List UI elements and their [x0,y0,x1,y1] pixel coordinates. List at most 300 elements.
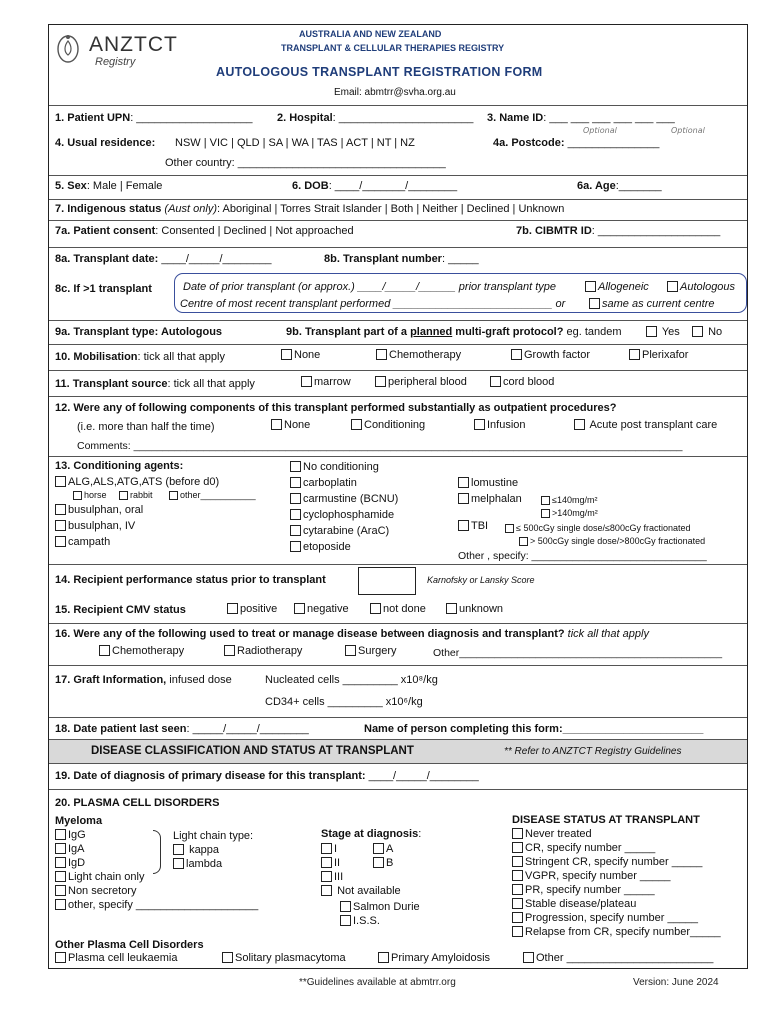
optional-note-2: Optional [671,126,705,135]
tbi-high-checkbox[interactable] [519,537,528,546]
performance-score-box[interactable] [358,567,416,595]
tbi-low-checkbox[interactable] [505,524,514,533]
melphalan-low-label: ≤140mg/m² [552,495,598,505]
myeloma-igg-checkbox[interactable] [55,829,66,840]
agent-none-label: No conditioning [303,461,379,473]
pretreat-surgery [345,645,397,657]
myeloma-light [55,871,144,883]
registration-form [48,24,748,969]
pretreat-chemo-checkbox[interactable] [99,645,110,656]
pcd-other-checkbox[interactable] [523,952,534,963]
agent-carmustine-label: carmustine (BCNU) [303,493,399,505]
myeloma-other [55,899,258,911]
stage-iii-checkbox[interactable] [321,871,332,882]
mobilisation-growth [511,349,590,361]
agent-busulphan-iv [55,520,135,532]
q5-label: 5. Sex [55,180,87,192]
section-last-seen [49,717,747,739]
yes-checkbox[interactable] [646,326,657,337]
agent-rabbit [119,490,153,500]
outpatient-conditioning-label: Conditioning [364,419,426,431]
q18b-completer[interactable]: Name of person completing this form:_______________________ [364,723,704,735]
agent-other-checkbox[interactable] [169,491,178,500]
status-progression-checkbox[interactable] [512,912,523,923]
cmv-positive-checkbox[interactable] [227,603,238,614]
myeloma-light-checkbox[interactable] [55,871,66,882]
mobilisation-none-checkbox[interactable] [281,349,292,360]
status-cr-label[interactable]: CR, specify number _____ [525,842,656,854]
tbi-low [505,523,690,533]
tbi-low-label: ≤ 500cGy single dose/≤800cGy fractionated [516,523,691,533]
melphalan-high-checkbox[interactable] [541,509,550,518]
section-title: DISEASE CLASSIFICATION AND STATUS AT TRANSPLANT [91,745,414,757]
outpatient-conditioning-checkbox[interactable] [351,419,362,430]
q8c-label: 8c. If >1 transplant [55,283,152,295]
q11-row [55,378,255,390]
agent-cyclophosphamide [290,509,394,521]
stage-i-label: I [334,843,338,855]
pcd-amyloidosis [378,952,490,964]
light-chain-brace [153,830,161,874]
q9b-label-post: multi-graft protocol? [452,326,564,338]
section-outpatient [49,396,747,456]
stage-ii-label: II [334,857,341,869]
outpatient-none-label: None [284,419,311,431]
q11-note: : tick all that apply [167,378,255,390]
q9b-example: eg. tandem [563,326,622,338]
stage-a-label: A [386,843,394,855]
source-cord-label: cord blood [503,376,555,388]
q12-comments[interactable]: Comments: ______________________________________________________________________________________________ [77,440,683,452]
myeloma-igd-label: IgD [68,857,86,869]
q5-options[interactable]: : Male | Female [86,180,163,192]
agent-cytarabine [290,525,389,537]
mobilisation-plerixafor-checkbox[interactable] [629,349,640,360]
outpatient-acute-label: Acute post transplant care [589,419,718,431]
cmv-negative-label: negative [307,603,349,615]
source-marrow-checkbox[interactable] [301,376,312,387]
q9b-row [286,326,622,338]
myeloma-other-checkbox[interactable] [55,899,66,910]
q6a-label: 6a. Age [577,180,616,192]
agent-horse-checkbox[interactable] [73,491,82,500]
same-centre-checkbox[interactable] [589,298,600,309]
myeloma-nonsecretory-label: Non secretory [68,885,137,897]
agent-tbi-label: TBI [471,520,489,532]
stage-colon: : [418,828,422,840]
stage-durie-label: Salmon Durie [353,901,420,913]
status-stable [512,898,636,910]
status-vgpr-label[interactable]: VGPR, specify number _____ [525,870,671,882]
stage-iss-checkbox[interactable] [340,915,351,926]
agent-lomustine-checkbox[interactable] [458,477,469,488]
other-country-field[interactable]: Other country: __________________________________ [165,157,446,169]
q15-label: 15. Recipient CMV status [55,604,186,616]
stage-na-checkbox[interactable] [321,885,332,896]
outpatient-infusion [474,419,526,431]
agent-none [290,461,379,473]
stage-b-checkbox[interactable] [373,857,384,868]
pcd-amyloidosis-label: Primary Amyloidosis [391,952,491,964]
pcd-plasmacytoma-checkbox[interactable] [222,952,233,963]
mobilisation-plerixafor-label: Plerixafor [642,349,689,361]
outpatient-none [271,419,310,431]
pcd-leukaemia [55,952,177,964]
section-cmv [49,600,747,621]
pretreat-other[interactable]: Other_____________________________________________ [433,647,723,659]
registry-name-line2: TRANSPLANT & CELLULAR THERAPIES REGISTRY [281,43,505,53]
q4a-input[interactable]: _______________ [564,137,660,149]
q19-input[interactable]: ____/_____/________ [365,770,479,782]
stage-b [373,857,393,869]
q8b-row [324,253,479,265]
q8c-line1[interactable]: Date of prior transplant (or approx.) ____/_____/______ prior transplant type [183,281,557,293]
section-mobilisation [49,344,747,370]
q19-row [55,770,479,782]
agent-busulphan-oral-label: busulphan, oral [68,504,144,516]
tbi-high-label: > 500cGy single dose/>800cGy fractionated [530,536,706,546]
status-stable-checkbox[interactable] [512,898,523,909]
section-graft [49,665,747,717]
agent-rabbit-checkbox[interactable] [119,491,128,500]
q14-note: Karnofsky or Lansky Score [427,575,535,585]
cmv-positive [227,603,277,615]
stage-durie [340,901,420,913]
q19-label: 19. Date of diagnosis of primary disease for this transplant: [55,770,366,782]
q16-row [55,628,649,640]
q8c-allogeneic [585,281,649,293]
agent-carboplatin [290,477,357,489]
other-pcd-label: Other Plasma Cell Disorders [55,939,204,951]
status-never-label: Never treated [525,828,592,840]
q6-input[interactable]: : ____/_______/________ [328,180,458,192]
light-lambda [173,858,222,870]
light-lambda-label: lambda [186,858,223,870]
agent-none-checkbox[interactable] [290,461,301,472]
agent-busulphan-iv-label: busulphan, IV [68,520,136,532]
melphalan-low-checkbox[interactable] [541,496,550,505]
agent-alg-checkbox[interactable] [55,476,66,487]
myeloma-other-label[interactable]: other, specify ____________________ [68,899,259,911]
q16-label: 16. Were any of the following used to treat or manage disease between diagnosis and transplant? [55,628,565,640]
q8a-label: 8a. Transplant date: [55,253,159,265]
outpatient-acute [574,419,717,431]
agent-etoposide-checkbox[interactable] [290,541,301,552]
cmv-negative-checkbox[interactable] [294,603,305,614]
myeloma-label: Myeloma [55,815,103,827]
q9a-label: 9a. Transplant type: Autologous [55,326,223,338]
q9b-yes [646,326,680,338]
footer-version: Version: June 2024 [633,977,719,988]
cmv-unknown-checkbox[interactable] [446,603,457,614]
q4-label: 4. Usual residence: [55,137,156,149]
source-cord-checkbox[interactable] [490,376,501,387]
light-kappa-label: kappa [189,844,220,856]
status-never-checkbox[interactable] [512,828,523,839]
logo-name: ANZTCT [89,33,178,56]
stage-iii-label: III [334,871,344,883]
stage-iss [340,915,380,927]
q18-label: 18. Date patient last seen [55,723,187,735]
same-centre-label: same as current centre [602,298,715,310]
light-lambda-checkbox[interactable] [173,858,184,869]
pretreat-radio-label: Radiotherapy [237,645,303,657]
graft-nucleated[interactable]: Nucleated cells _________ x10⁸/kg [265,674,438,686]
stage-label: Stage at diagnosis [321,828,419,840]
pretreat-radio [224,645,302,657]
status-title: DISEASE STATUS AT TRANSPLANT [512,814,700,826]
q7b-input[interactable]: : ____________________ [591,225,721,237]
myeloma-nonsecretory [55,885,136,897]
source-peripheral-checkbox[interactable] [375,376,386,387]
agent-campath-checkbox[interactable] [55,536,66,547]
agent-campath-label: campath [68,536,111,548]
logo-sub: Registry [95,56,136,68]
stage-a-checkbox[interactable] [373,843,384,854]
source-peripheral-label: peripheral blood [388,376,467,388]
graft-cd34[interactable]: CD34+ cells _________ x10⁶/kg [265,696,423,708]
status-progression-label[interactable]: Progression, specify number _____ [525,912,699,924]
status-relapse-checkbox[interactable] [512,926,523,937]
status-stable-label: Stable disease/plateau [525,898,637,910]
section-transplant-type [49,320,747,344]
agent-melphalan [458,493,522,505]
q1-row [55,112,253,124]
section-pretreatment [49,623,747,663]
no-label: No [708,326,723,338]
agent-carboplatin-checkbox[interactable] [290,477,301,488]
q18-row [55,723,309,735]
q13-label: 13. Conditioning agents: [55,460,184,472]
q10-row [55,351,225,363]
agent-other-specify[interactable]: Other , specify: ______________________________ [458,550,707,562]
q9b-label-pre: 9b. Transplant part of a [286,326,411,338]
q7-row [55,203,564,215]
q2-input[interactable]: : ______________________ [332,112,474,124]
q4-options[interactable]: NSW | VIC | QLD | SA | WA | TAS | ACT | NT | NZ [175,137,415,149]
mobilisation-none-label: None [294,349,321,361]
cmv-not-done-checkbox[interactable] [370,603,381,614]
tbi-high [519,536,705,546]
pcd-leukaemia-checkbox[interactable] [55,952,66,963]
status-scr-label[interactable]: Stringent CR, specify number _____ [525,856,703,868]
melphalan-high-label: >140mg/m² [552,508,598,518]
section-plasma-cell [49,789,747,969]
outpatient-none-checkbox[interactable] [271,419,282,430]
pretreat-chemo [99,645,184,657]
pcd-other-label[interactable]: Other ________________________ [536,952,714,964]
agent-carmustine-checkbox[interactable] [290,493,301,504]
q8c-autologous [667,281,735,293]
q7-options[interactable]: : Aboriginal | Torres Strait Islander | Both | Neither | Declined | Unknown [217,203,565,215]
mobilisation-none [281,349,320,361]
q9b-planned: planned [410,326,453,338]
agent-etoposide-label: etoposide [303,541,351,553]
status-progression [512,912,698,924]
q8a-input[interactable]: ____/_____/________ [158,253,272,265]
myeloma-nonsecretory-checkbox[interactable] [55,885,66,896]
stage-na-label: Not available [337,885,401,897]
pretreat-surgery-label: Surgery [358,645,397,657]
agent-busulphan-iv-checkbox[interactable] [55,520,66,531]
myeloma-iga-checkbox[interactable] [55,843,66,854]
outpatient-conditioning [351,419,425,431]
myeloma-igd [55,857,85,869]
myeloma-igd-checkbox[interactable] [55,857,66,868]
status-scr [512,856,702,868]
myeloma-igg-label: IgG [68,829,86,841]
stage-ii-checkbox[interactable] [321,857,332,868]
melphalan-low [541,495,597,505]
myeloma-iga-label: IgA [68,843,85,855]
status-scr-checkbox[interactable] [512,856,523,867]
agent-tbi-checkbox[interactable] [458,520,469,531]
outpatient-acute-checkbox[interactable] [574,419,585,430]
status-vgpr-checkbox[interactable] [512,870,523,881]
q7b-row [516,225,720,237]
section-transplant-date [49,247,747,319]
stage-na [321,885,401,897]
q10-label: 10. Mobilisation [55,351,138,363]
mobilisation-plerixafor [629,349,688,361]
agent-rabbit-label: rabbit [130,490,153,500]
mobilisation-chemo [376,349,461,361]
stage-i-checkbox[interactable] [321,843,332,854]
q8b-label: 8b. Transplant number [324,253,442,265]
agent-melphalan-checkbox[interactable] [458,493,469,504]
light-kappa-checkbox[interactable] [173,844,184,855]
agent-busulphan-oral [55,504,143,516]
q6a-row [577,180,662,192]
agent-busulphan-oral-checkbox[interactable] [55,504,66,515]
agent-other [169,490,256,500]
q17-row [55,674,232,686]
stage-i [321,843,337,855]
agent-alg [55,476,219,488]
q11-label: 11. Transplant source [55,378,168,390]
q3-label: 3. Name ID [487,112,544,124]
agent-horse [73,490,107,500]
stage-a [373,843,393,855]
status-relapse [512,926,721,938]
stage-durie-checkbox[interactable] [340,901,351,912]
q6a-input[interactable]: :_______ [615,180,662,192]
q8c-same-centre [589,298,715,310]
agent-alg-label: ALG,ALS,ATG,ATS (before d0) [68,476,220,488]
stage-iss-label: I.S.S. [353,915,380,927]
status-never [512,828,592,840]
q2-label: 2. Hospital [277,112,333,124]
status-pr-checkbox[interactable] [512,884,523,895]
q3-input[interactable]: : ___ ___ ___ ___ ___ ___ [543,112,675,124]
q17-label: 17. Graft Information, [55,674,167,686]
status-pr-label[interactable]: PR, specify number _____ [525,884,655,896]
cmv-positive-label: positive [240,603,278,615]
cmv-not-done [370,603,426,615]
q17-note: infused dose [166,674,232,686]
email-line: Email: abmtrr@svha.org.au [334,87,456,98]
autologous-checkbox[interactable] [667,281,678,292]
pcd-plasmacytoma [222,952,346,964]
source-marrow-label: marrow [314,376,351,388]
q7a-options[interactable]: : Consented | Declined | Not approached [155,225,354,237]
agent-other-label[interactable]: other___________ [180,490,256,500]
q7b-label: 7b. CIBMTR ID [516,225,592,237]
allogeneic-checkbox[interactable] [585,281,596,292]
source-peripheral [375,376,467,388]
q6-row [292,180,457,192]
q18-input[interactable]: : _____/_____/________ [186,723,309,735]
footer-guidelines: **Guidelines available at abmtrr.org [299,977,456,988]
allogeneic-label: Allogeneic [598,281,649,293]
pcd-plasmacytoma-label: Solitary plasmacytoma [235,952,346,964]
status-cr-checkbox[interactable] [512,842,523,853]
q9b-no [692,326,722,338]
agent-melphalan-label: melphalan [471,493,522,505]
q1-input[interactable]: : ___________________ [130,112,253,124]
agent-cytarabine-checkbox[interactable] [290,525,301,536]
q6-label: 6. DOB [292,180,329,192]
status-relapse-label[interactable]: Relapse from CR, specify number_____ [525,926,721,938]
agent-carmustine [290,493,398,505]
q4a-label: 4a. Postcode: [493,137,565,149]
q8b-input[interactable]: : _____ [441,253,479,265]
form-title: AUTOLOGOUS TRANSPLANT REGISTRATION FORM [216,65,543,79]
mobilisation-chemo-checkbox[interactable] [376,349,387,360]
pretreat-radio-checkbox[interactable] [224,645,235,656]
stage-b-label: B [386,857,394,869]
section-consent [49,220,747,243]
outpatient-infusion-label: Infusion [487,419,526,431]
q8a-row [55,253,271,265]
section-performance [49,564,747,600]
no-checkbox[interactable] [692,326,703,337]
q20-label: 20. PLASMA CELL DISORDERS [55,797,220,809]
cmv-negative [294,603,349,615]
cmv-unknown-label: unknown [459,603,504,615]
section-sex-dob [49,175,747,199]
disease-section-header [49,739,747,763]
q14-label: 14. Recipient performance status prior to transplant [55,574,326,586]
q12-note: (i.e. more than half the time) [77,421,215,433]
pretreat-surgery-checkbox[interactable] [345,645,356,656]
q8c-line2[interactable]: Centre of most recent transplant performed __________________________ or [180,298,566,310]
cmv-unknown [446,603,503,615]
status-vgpr [512,870,671,882]
agent-cytarabine-label: cytarabine (AraC) [303,525,390,537]
outpatient-infusion-checkbox[interactable] [474,419,485,430]
q1-label: 1. Patient UPN [55,112,131,124]
status-cr [512,842,655,854]
agent-tbi [458,520,488,532]
source-marrow [301,376,351,388]
section-diagnosis-date [49,763,747,789]
registry-name-line1: AUSTRALIA AND NEW ZEALAND [299,29,442,39]
q7-note: (Aust only) [161,203,217,215]
pcd-amyloidosis-checkbox[interactable] [378,952,389,963]
section-indigenous [49,199,747,220]
pcd-leukaemia-label: Plasma cell leukaemia [68,952,178,964]
mobilisation-chemo-label: Chemotherapy [389,349,462,361]
agent-cyclophosphamide-checkbox[interactable] [290,509,301,520]
pretreat-chemo-label: Chemotherapy [112,645,185,657]
q7a-row [55,225,354,237]
mobilisation-growth-checkbox[interactable] [511,349,522,360]
q10-note: : tick all that apply [137,351,225,363]
section-source [49,370,747,396]
agent-campath [55,536,110,548]
autologous-label: Autologous [680,281,736,293]
